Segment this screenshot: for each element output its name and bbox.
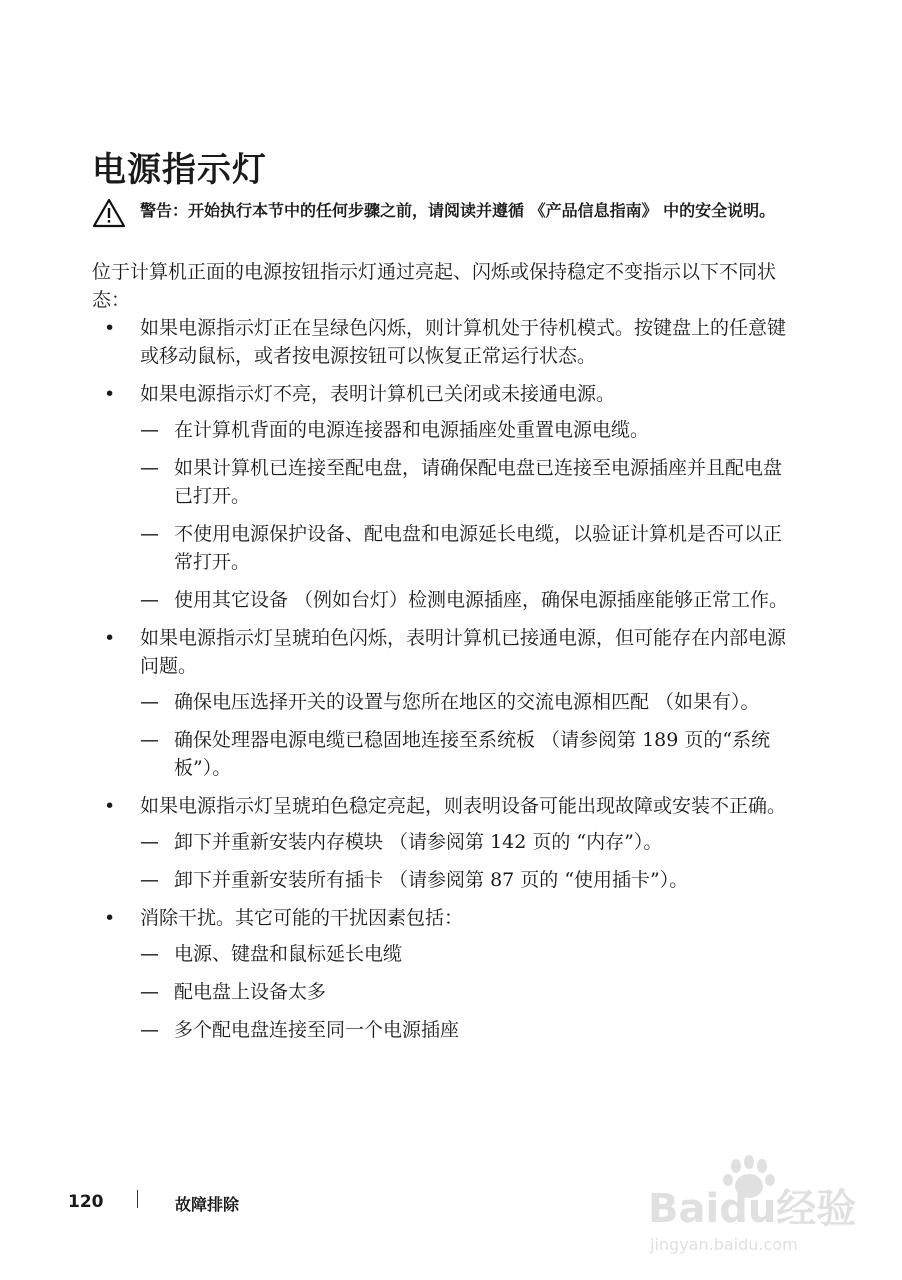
dash-mark: —: [140, 943, 159, 965]
dash-mark: —: [140, 589, 159, 611]
sub-list: [140, 828, 792, 894]
dash-mark: —: [140, 729, 159, 751]
sub-list-item: [140, 586, 792, 614]
sub-list-item: [140, 1016, 792, 1044]
warning-text: 警告：开始执行本节中的任何步骤之前，请阅读并遵循 《产品信息指南》 中的安全说明。: [140, 201, 776, 220]
list-item: [92, 380, 792, 614]
list-item: [92, 314, 792, 370]
sub-list: [140, 940, 792, 1044]
dash-mark: —: [140, 457, 159, 479]
dash-mark: —: [140, 869, 159, 891]
dash-mark: —: [140, 981, 159, 1003]
page-title: 电源指示灯: [92, 150, 267, 190]
dash-mark: —: [140, 419, 159, 441]
list-item-text: 如果电源指示灯呈琥珀色稳定亮起，则表明设备可能出现故障或安装不正确。: [140, 795, 787, 817]
list-item: [92, 792, 792, 894]
sub-list: [140, 688, 792, 782]
list-item-text: 消除干扰。其它可能的干扰因素包括：: [140, 907, 464, 929]
bullet-mark: •: [104, 907, 116, 929]
sub-list-item: [140, 726, 792, 782]
sub-list-item: [140, 940, 792, 968]
sub-list-item-text: 在计算机背面的电源连接器和电源插座处重置电源电缆。: [174, 419, 650, 441]
list-item: [92, 904, 792, 1044]
sub-list-item-text: 确保电压选择开关的设置与您所在地区的交流电源相匹配 （如果有）。: [174, 691, 760, 713]
bullet-mark: •: [104, 795, 116, 817]
bullet-mark: •: [104, 383, 116, 405]
watermark-url: jingyan.baidu.com: [650, 1235, 798, 1254]
baidu-jingyan-watermark: [640, 1150, 880, 1260]
sub-list-item: [140, 866, 792, 894]
sub-list-item: [140, 454, 792, 510]
sub-list-item-text: 确保处理器电源电缆已稳固地连接至系统板 （请参阅第 189 页的“系统板”）。: [174, 729, 771, 779]
dash-mark: —: [140, 691, 159, 713]
sub-list-item: [140, 828, 792, 856]
sub-list-item: [140, 416, 792, 444]
dash-mark: —: [140, 831, 159, 853]
sub-list: [140, 416, 792, 614]
dash-mark: —: [140, 523, 159, 545]
list-item-text: 如果电源指示灯不亮，表明计算机已关闭或未接通电源。: [140, 383, 616, 405]
bullet-mark: •: [104, 627, 116, 649]
page-number: 120: [68, 1192, 104, 1212]
sub-list-item-text: 配电盘上设备太多: [174, 981, 327, 1003]
intro-paragraph: 位于计算机正面的电源按钮指示灯通过亮起、闪烁或保持稳定不变指示以下不同状态：: [92, 261, 777, 311]
watermark-brand: Baidu经验: [648, 1186, 857, 1232]
list-item-text: 如果电源指示灯正在呈绿色闪烁，则计算机处于待机模式。按键盘上的任意键或移动鼠标，或者按电源按钮可以恢复正常运行状态。: [140, 317, 787, 367]
footer-section-title: 故障排除: [175, 1195, 240, 1214]
sub-list-item-text: 如果计算机已连接至配电盘，请确保配电盘已连接至电源插座并且配电盘已打开。: [174, 457, 783, 507]
sub-list-item-text: 使用其它设备 （例如台灯）检测电源插座，确保电源插座能够正常工作。: [174, 589, 789, 611]
dash-mark: —: [140, 1019, 159, 1041]
list-item-text: 如果电源指示灯呈琥珀色闪烁，表明计算机已接通电源，但可能存在内部电源问题。: [140, 627, 787, 677]
sub-list-item: [140, 688, 792, 716]
warning-triangle-icon: [92, 198, 126, 228]
list-item: [92, 624, 792, 782]
sub-list-item-text: 卸下并重新安装内存模块 （请参阅第 142 页的 “内存”）。: [174, 831, 663, 853]
sub-list-item: [140, 520, 792, 576]
sub-list-item-text: 电源、键盘和鼠标延长电缆: [174, 943, 403, 965]
bullet-mark: •: [104, 317, 116, 339]
footer-divider: [137, 1190, 138, 1208]
sub-list-item-text: 卸下并重新安装所有插卡 （请参阅第 87 页的 “使用插卡”）。: [174, 869, 689, 891]
status-list: [92, 314, 792, 1054]
sub-list-item-text: 多个配电盘连接至同一个电源插座: [174, 1019, 460, 1041]
sub-list-item: [140, 978, 792, 1006]
sub-list-item-text: 不使用电源保护设备、配电盘和电源延长电缆，以验证计算机是否可以正常打开。: [174, 523, 783, 573]
